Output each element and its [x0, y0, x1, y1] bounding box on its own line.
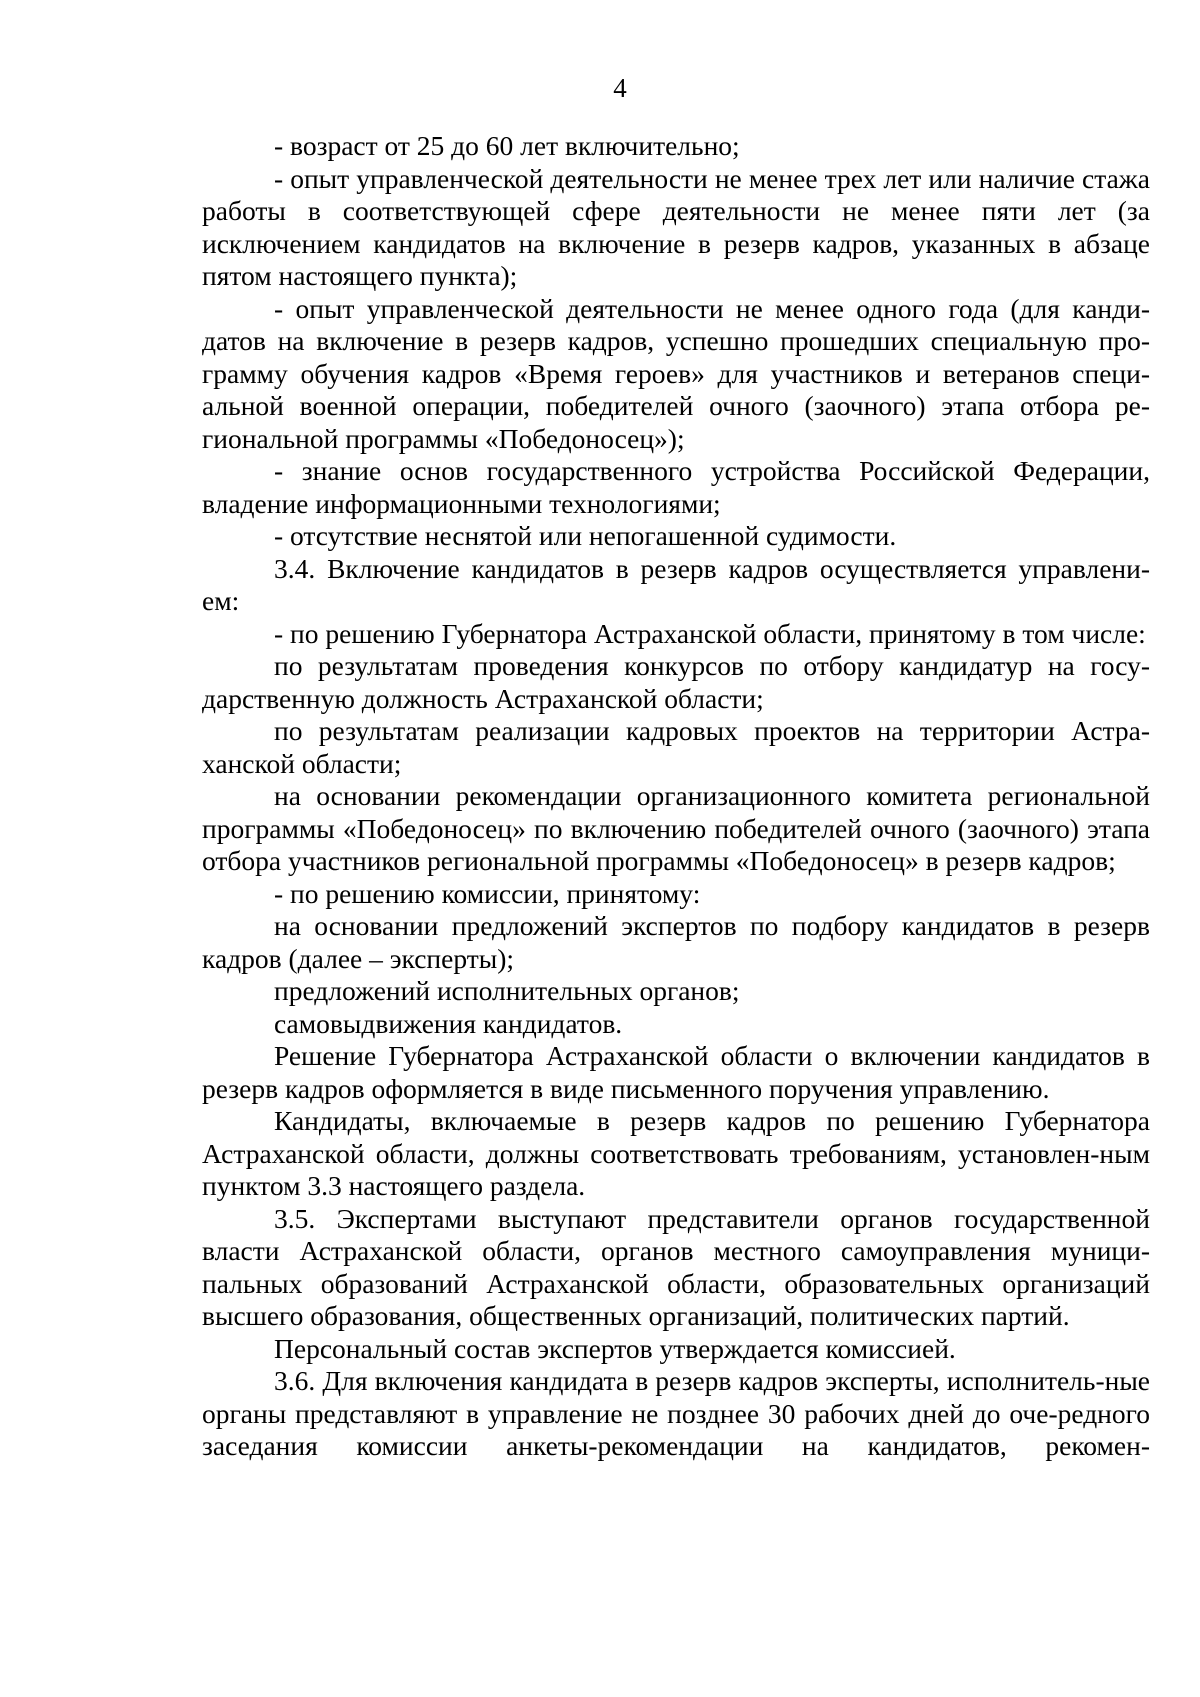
- paragraph-executive-proposals: предложений исполнительных органов;: [274, 975, 740, 1006]
- paragraph-experts-proposals: на основании предложений экспертов по подбору кандидатов в резерв кадров (далее – эксперты);: [202, 910, 1150, 974]
- paragraph-experts-composition: Персональный состав экспертов утверждается комиссией.: [274, 1332, 956, 1364]
- page-number: 4: [613, 73, 627, 103]
- paragraph-personnel-projects: по результатам реализации кадровых проектов на территории Астра-ханской области;: [202, 715, 1150, 779]
- paragraph-competition-results: по результатам проведения конкурсов по отбору кандидатур на госу-дарственную должность Астраханской области;: [202, 650, 1150, 714]
- paragraph-commission-decision: - по решению комиссии, принятому:: [274, 877, 701, 909]
- paragraph-governor-decision: - по решению Губернатора Астраханской области, принятому в том числе:: [274, 617, 1146, 649]
- paragraph-governor-decision-format: Решение Губернатора Астраханской области о включении кандидатов в резерв кадров оформляется в виде письменного поручения управлению.: [202, 1040, 1150, 1104]
- paragraph-age-requirement: - возраст от 25 до 60 лет включительно;: [274, 130, 740, 161]
- paragraph-management-experience: - опыт управленческой деятельности не менее трех лет или наличие стажа работы в соответствующей сфере деятельности не менее пяти лет (за исключением кандидатов на включение в резерв кадров, указанных в абзаце пятом настоящего пункта);: [202, 162, 1150, 291]
- paragraph-3-6: 3.6. Для включения кандидата в резерв кадров эксперты, исполнитель-ные органы представляют в управление не позднее 30 рабочих дней до оче-редного заседания комиссии анкеты-рекомендации на кандидатов, рекомен-: [202, 1365, 1150, 1461]
- paragraph-no-conviction: - отсутствие неснятой или непогашенной судимости.: [274, 520, 897, 551]
- paragraph-management-experience-heroes: - опыт управленческой деятельности не менее одного года (для канди-датов на включение в резерв кадров, успешно прошедших специальную про-грамму обучения кадров «Время героев» для участников и ветеранов специ-альной военной операции, победителей очного (заочного) этапа отбора ре-гиональной программы «Победоносец»);: [202, 292, 1150, 454]
- paragraph-3-5-experts: 3.5. Экспертами выступают представители органов государственной власти Астраханской области, органов местного самоуправления муници-пальных образований Астраханской области, образовательных организаций высшего образования, общественных организаций, политических партий.: [202, 1202, 1150, 1331]
- paragraph-3-4: 3.4. Включение кандидатов в резерв кадров осуществляется управлени-ем:: [202, 552, 1150, 616]
- paragraph-candidates-requirements: Кандидаты, включаемые в резерв кадров по решению Губернатора Астраханской области, должны соответствовать требованиям, установлен-ным пунктом 3.3 настоящего раздела.: [202, 1105, 1150, 1201]
- document-body: [202, 130, 1150, 1463]
- paragraph-pobedonosets-recommendation: на основании рекомендации организационного комитета региональной программы «Победоносец» по включению победителей очного (заочного) этапа отбора участников региональной программы «Победоносец» в резерв кадров;: [202, 780, 1150, 876]
- paragraph-knowledge-requirement: - знание основ государственного устройства Российской Федерации, владение информационными технологиями;: [202, 455, 1150, 519]
- paragraph-self-nomination: самовыдвижения кандидатов.: [274, 1007, 623, 1039]
